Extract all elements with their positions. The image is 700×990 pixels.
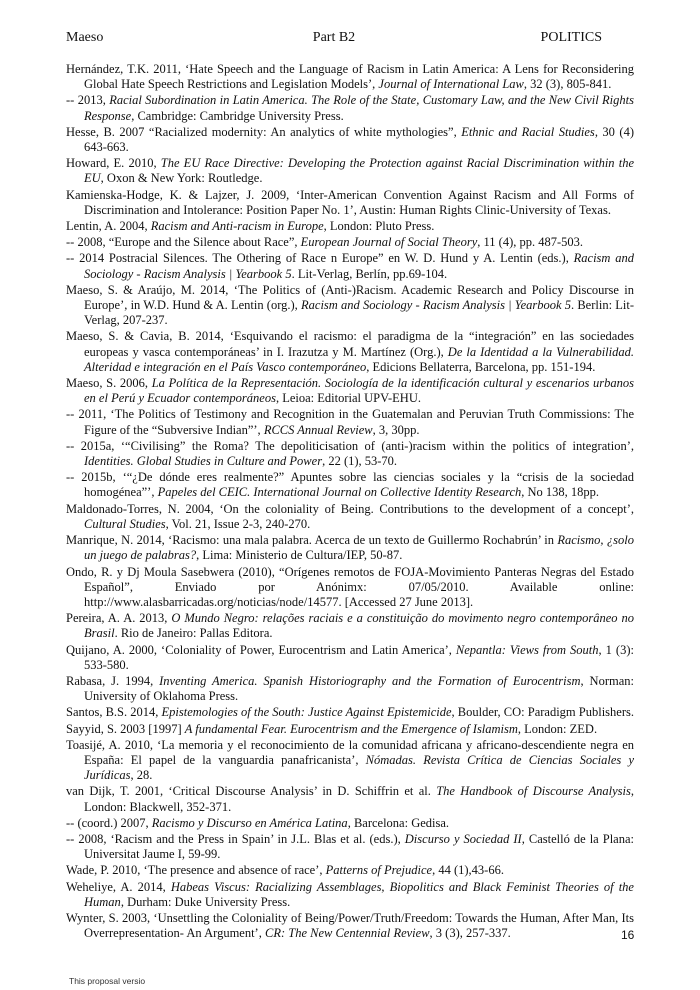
reference-text: , Norman: University of Oklahoma Press. <box>84 673 634 704</box>
reference-title-italic: RCCS Annual Review <box>263 422 373 437</box>
reference-text: , Barcelona: Gedisa. <box>347 815 450 830</box>
reference-text: -- 2015a, ‘“Civilising” the Roma? The depoliticisation of (anti-)racism within the politics of integration’, <box>66 438 634 453</box>
reference-text: Pereira, A. A. 2013, <box>66 611 172 626</box>
footer-note: This proposal versio <box>69 976 146 986</box>
reference-entry <box>66 722 634 737</box>
reference-text: , Boulder, CO: Paradigm Publishers. <box>451 705 634 720</box>
reference-text: , 3 (3), 257-337. <box>429 926 511 941</box>
reference-text: Lentin, A. 2004, <box>66 219 151 234</box>
reference-title-italic: The Handbook of Discourse Analysis <box>436 784 631 799</box>
reference-title-italic: Inventing America. Spanish Historiography and the Formation of Eurocentrism <box>159 673 581 688</box>
reference-text: , 44 (1),43-66. <box>432 863 504 878</box>
reference-text: Maldonado-Torres, N. 2004, ‘On the coloniality of Being. Contributions to the development of a concept’, <box>66 501 634 516</box>
reference-entry <box>66 62 634 92</box>
reference-text: , 3, 30pp. <box>372 422 420 437</box>
reference-entry <box>66 565 634 611</box>
reference-text: -- 2013, <box>66 93 110 108</box>
reference-title-italic: Cultural Studies <box>84 516 166 531</box>
reference-text: , 30 (4) 643-663. <box>84 124 635 155</box>
reference-title-italic: Identities. Global Studies in Culture and Power <box>84 454 323 469</box>
reference-entry <box>66 439 634 469</box>
reference-text: , London: Blackwell, 352-371. <box>84 784 634 814</box>
reference-title-italic: Patterns of Prejudice <box>325 863 433 878</box>
reference-title-italic: Racism and Sociology - Racism Analysis | Yearbook 5 <box>84 251 634 281</box>
reference-text: Weheliye, A. 2014, <box>66 879 171 894</box>
reference-text: Santos, B.S. 2014, <box>66 705 162 720</box>
reference-entry <box>66 611 634 641</box>
reference-title-italic: Racism and Sociology - Racism Analysis | Yearbook 5 <box>301 298 571 313</box>
reference-title-italic: Nómadas. Revista Crítica de Ciencias Sociales y Jurídicas <box>84 752 635 783</box>
reference-entry <box>66 911 634 941</box>
page-number: 16 <box>621 928 635 942</box>
reference-entry <box>66 832 634 862</box>
reference-title-italic: CR: The New Centennial Review <box>264 926 430 941</box>
reference-title-italic: Racismo, ¿solo un juego de palabras? <box>84 533 635 563</box>
reference-entry <box>66 863 634 878</box>
reference-title-italic: O Mundo Negro: relações raciais e a constituição do movimento negro contemporâneo no Brasil <box>84 611 634 641</box>
reference-entry <box>66 816 634 831</box>
reference-text: -- 2008, “Europe and the Silence about Race”, <box>66 235 301 250</box>
reference-text: . Berlin: Lit-Verlag, 207-237. <box>84 298 634 328</box>
reference-title-italic: Racial Subordination in Latin America. The Role of the State, Customary Law, and the New Civil Rights Response <box>84 93 634 123</box>
reference-text: Howard, E. 2010, <box>66 156 161 171</box>
reference-text: Maeso, S. & Cavia, B. 2014, ‘Esquivando el racismo: el paradigma de la “integración” en las sociedades europeas y vasca contemporáneas’ in I. Irazutza y M. Martínez (Org.), <box>66 329 634 359</box>
reference-text: . Rio de Janeiro: Pallas Editora. <box>114 626 273 641</box>
reference-text: Toasijé, A. 2010, ‘La memoria y el reconocimiento de la comunidad africana y africano-descendiente negra en España: El papel de la vanguardia panafricanista’, <box>66 737 634 767</box>
reference-title-italic: Racism and Anti-racism in Europe <box>150 219 324 234</box>
reference-text: Rabasa, J. 1994, <box>66 673 160 688</box>
reference-entry <box>66 219 634 234</box>
reference-text: Sayyid, S. 2003 [1997] <box>66 721 185 736</box>
reference-text: -- 2008, ‘Racism and the Press in Spain’ in J.L. Blas et al. (eds.), <box>66 831 405 846</box>
reference-text: Hesse, B. 2007 “Racialized modernity: An analytics of white mythologies”, <box>66 124 462 139</box>
header-section: POLITICS <box>540 30 602 45</box>
reference-text: , 32 (3), 805-841. <box>523 77 612 92</box>
reference-title-italic: The EU Race Directive: Developing the Protection against Racial Discrimination within the EU <box>84 156 634 186</box>
reference-text: , Lima: Ministerio de Cultura/IEP, 50-87. <box>196 548 403 563</box>
header-part: Part B2 <box>312 30 356 45</box>
reference-title-italic: Discurso y Sociedad II <box>404 831 522 846</box>
reference-title-italic: Nepantla: Views from South <box>455 642 599 657</box>
reference-text: , Oxon & New York: Routledge. <box>100 171 263 186</box>
reference-title-italic: Ethnic and Racial Studies <box>461 124 595 139</box>
reference-text: Wade, P. 2010, ‘The presence and absence of race’, <box>66 863 326 878</box>
reference-entry <box>66 643 634 673</box>
reference-text: Ondo, R. y Dj Moula Sasebwera (2010), “Orígenes remotos de FOJA-Movimiento Panteras Negras del Estado Español”, Enviado por Anónimx: 07/05/2010. Available online: http://www.alasbarricadas.org/noticias/node/14577. [Accessed 27 June 2013]. <box>66 564 634 609</box>
reference-entry <box>66 125 634 155</box>
reference-entry <box>66 880 634 910</box>
reference-text: Maeso, S. 2006, <box>66 376 152 391</box>
reference-entry <box>66 470 634 500</box>
reference-text: Hernández, T.K. 2011, ‘Hate Speech and the Language of Racism in Latin America: A Lens for Reconsidering Global Hate Speech Restrictions and Legislation Models’, <box>66 62 634 92</box>
reference-title-italic: Habeas Viscus: Racializing Assemblages, Biopolitics and Black Feminist Theories of the Human <box>84 879 634 909</box>
reference-text: -- 2015b, ‘“¿De dónde eres realmente?” Apuntes sobre las ciencias sociales y la “crisis de la sociedad homogénea”’, <box>66 470 634 500</box>
reference-title-italic: Racismo y Discurso en América Latina <box>151 815 348 830</box>
reference-entry <box>66 329 634 375</box>
header-author: Maeso <box>66 30 104 45</box>
reference-entry <box>66 784 634 814</box>
reference-text: -- (coord.) 2007, <box>66 815 152 830</box>
reference-text: Manrique, N. 2014, ‘Racismo: una mala palabra. Acerca de un texto de Guillermo Rochabrún’ in <box>66 533 558 548</box>
reference-text: Maeso, S. & Araújo, M. 2014, ‘The Politics of (Anti-)Racism. Academic Research and Policy Discourse in Europe’, in W.D. Hund & A. Lentin (org.), <box>66 282 634 313</box>
reference-title-italic: European Journal of Social Theory <box>300 235 478 250</box>
reference-list <box>66 62 634 942</box>
reference-entry <box>66 235 634 250</box>
reference-title-italic: La Política de la Representación. Sociología de la identificación cultural y escenarios urbanos en el Perú y Ecuador contemporáneos <box>84 376 634 406</box>
reference-text: , Castelló de la Plana: Universitat Jaume I, 59-99. <box>84 831 634 862</box>
reference-title-italic: De la Identidad a la Vulnerabilidad. Alteridad e integración en el País Vasco contemporáneo <box>84 344 634 374</box>
reference-text: , No 138, 18pp. <box>521 485 600 500</box>
reference-text: , London: Pluto Press. <box>323 219 435 234</box>
reference-entry <box>66 533 634 563</box>
reference-text: , London: ZED. <box>517 721 598 736</box>
reference-text: , 11 (4), pp. 487-503. <box>477 235 584 250</box>
reference-text: , Vol. 21, Issue 2-3, 240-270. <box>165 516 311 531</box>
reference-entry <box>66 251 634 281</box>
reference-text: Wynter, S. 2003, ‘Unsettling the Coloniality of Being/Power/Truth/Freedom: Towards the Human, After Man, Its Overrepresentation- An Argument’, <box>66 910 634 941</box>
reference-text: , Edicions Bellaterra, Barcelona, pp. 151-194. <box>366 359 596 374</box>
reference-title-italic: A fundamental Fear. Eurocentrism and the Emergence of Islamism <box>184 721 518 736</box>
reference-title-italic: Journal of International Law <box>378 77 524 92</box>
reference-text: , 28. <box>130 768 153 783</box>
reference-entry <box>66 705 634 720</box>
reference-entry <box>66 738 634 784</box>
reference-text: , Leioa: Editorial UPV-EHU. <box>275 391 421 406</box>
reference-entry <box>66 93 634 123</box>
reference-text: . Lit-Verlag, Berlín, pp.69-104. <box>291 266 448 281</box>
reference-text: van Dijk, T. 2001, ‘Critical Discourse Analysis’ in D. Schiffrin et al. <box>66 784 437 799</box>
reference-text: , Durham: Duke University Press. <box>120 894 291 909</box>
reference-entry <box>66 188 634 218</box>
reference-text: , 1 (3): 533-580. <box>84 642 634 672</box>
reference-entry <box>66 502 634 532</box>
reference-text: -- 2014 Postracial Silences. The Othering of Race n Europe” en W. D. Hund y A. Lentin (eds.), <box>66 251 574 266</box>
reference-title-italic: Papeles del CEIC. International Journal on Collective Identity Research <box>157 485 522 500</box>
reference-title-italic: Epistemologies of the South: Justice Against Epistemicide <box>161 705 452 720</box>
reference-text: Quijano, A. 2000, ‘Coloniality of Power, Eurocentrism and Latin America’, <box>66 642 456 657</box>
reference-entry <box>66 407 634 437</box>
reference-text: , 22 (1), 53-70. <box>322 454 398 469</box>
page-header <box>66 30 602 50</box>
reference-entry <box>66 674 634 704</box>
reference-entry <box>66 156 634 186</box>
reference-entry <box>66 376 634 406</box>
reference-text: Kamienska-Hodge, K. & Lajzer, J. 2009, ‘Inter-American Convention Against Racism and All Forms of Discrimination and Intolerance: Position Paper No. 1’, Austin: Human Rights Clinic-University of Texas. <box>66 187 634 217</box>
reference-entry <box>66 283 634 329</box>
reference-text: , Cambridge: Cambridge University Press. <box>131 108 344 123</box>
reference-text: -- 2011, ‘The Politics of Testimony and Recognition in the Guatemalan and Peruvian Truth Commissions: The Figure of the “Subversive Indian”’, <box>66 407 634 437</box>
